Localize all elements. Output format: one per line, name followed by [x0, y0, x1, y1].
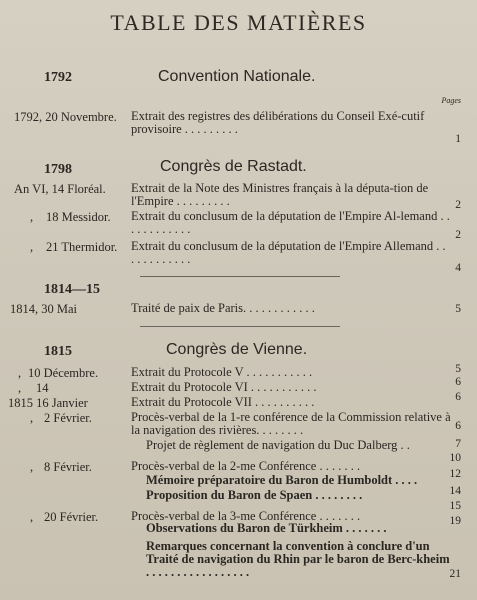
entry-text: Procès-verbal de la 3-me Conférence . . . . . . .	[131, 509, 361, 523]
entry-page: 5	[455, 363, 461, 375]
entry-date-bullet: ,	[30, 411, 34, 425]
entry-text: Extrait des registres des délibérations du Conseil Exé-cutif provisoire . . . . . . . . .	[131, 109, 425, 136]
entry-date: 10 Décembre.	[28, 366, 99, 380]
entry-page: 21	[449, 568, 461, 580]
entry-text: Remarques concernant la convention à conclure d'un Traité de navigation du Rhin par le baron de Berc-kheim . . . . . . . . . . . . . . . . .	[146, 539, 450, 579]
entry-text: Extrait de la Note des Ministres français à la députa-tion de l'Empire . . . . . . . . .	[131, 181, 429, 208]
entry-text: Projet de règlement de navigation du Duc Dalberg . .	[146, 438, 410, 452]
entry-text: Extrait du conclusum de la députation de l'Empire Al-lemand . . . . . . . . . . . .	[131, 209, 450, 236]
entry-page: 14	[449, 485, 461, 497]
entry-page: 6	[455, 420, 461, 432]
entry-date-bullet: ,	[30, 510, 34, 524]
entry-text: Extrait du Protocole V . . . . . . . . . . .	[131, 365, 313, 379]
entry-date: 14	[36, 381, 49, 395]
entry-text: Mémoire préparatoire du Baron de Humboldt . . . .	[146, 473, 418, 487]
entry-page: 12	[449, 468, 461, 480]
section-title-vienne: Congrès de Vienne.	[166, 341, 308, 358]
pages-column-header: Pages	[441, 96, 461, 105]
entry-text: Extrait du Protocole VI . . . . . . . . . . .	[131, 380, 317, 394]
entry-text: Extrait du conclusum de la députation de l'Empire Allemand . . . . . . . . . . . .	[131, 239, 446, 266]
entry-date: 20 Février.	[44, 510, 99, 524]
entry-date-bullet: ,	[30, 240, 34, 254]
entry-date-bullet: ,	[18, 381, 22, 395]
entry-date: An VI, 14 Floréal.	[14, 182, 106, 196]
entry-page: 2	[455, 229, 461, 241]
entry-text: Traité de paix de Paris. . . . . . . . . . . .	[131, 301, 315, 315]
entry-page: 4	[455, 262, 461, 274]
section-year-1815: 1815	[44, 344, 72, 359]
entry-date-bullet: ,	[18, 366, 22, 380]
section-year-1792: 1792	[44, 70, 72, 85]
entry-page: 10	[449, 452, 461, 464]
entry-text: Observations du Baron de Türkheim . . . . . . .	[146, 521, 387, 535]
section-divider	[140, 326, 340, 327]
entry-page: 7	[455, 438, 461, 450]
section-year-1798: 1798	[44, 162, 72, 177]
entry-page: 15	[449, 500, 461, 512]
page-title: TABLE DES MATIÈRES	[110, 10, 367, 35]
entry-page: 5	[455, 303, 461, 315]
section-divider	[140, 276, 340, 277]
entry-date-bullet: ,	[30, 460, 34, 474]
entry-page: 6	[455, 391, 461, 403]
entry-page: 6	[455, 376, 461, 388]
entry-text: Procès-verbal de la 1-re conférence de la Commission relative à la navigation des rivières. . . . . . . .	[131, 410, 451, 437]
entry-date: 1815 16 Janvier	[8, 396, 88, 410]
entry-page: 2	[455, 199, 461, 211]
entry-page: 19	[449, 515, 461, 527]
entry-text: Procès-verbal de la 2-me Conférence . . . . . . .	[131, 459, 361, 473]
section-title-convention: Convention Nationale.	[158, 68, 316, 85]
section-year-1814: 1814—15	[44, 282, 100, 297]
entry-text: Extrait du Protocole VII . . . . . . . . . .	[131, 395, 315, 409]
entry-date: 2 Février.	[44, 411, 92, 425]
section-title-rastadt: Congrès de Rastadt.	[160, 158, 307, 175]
entry-page: 1	[455, 133, 461, 145]
entry-date-bullet: ,	[30, 210, 34, 224]
entry-date: 8 Février.	[44, 460, 92, 474]
entry-date: 21 Thermidor.	[46, 240, 118, 254]
entry-date: 1792, 20 Novembre.	[14, 110, 117, 124]
entry-date: 18 Messidor.	[46, 210, 111, 224]
entry-date: 1814, 30 Mai	[10, 302, 78, 316]
entry-text: Proposition du Baron de Spaen . . . . . . . .	[146, 488, 363, 502]
